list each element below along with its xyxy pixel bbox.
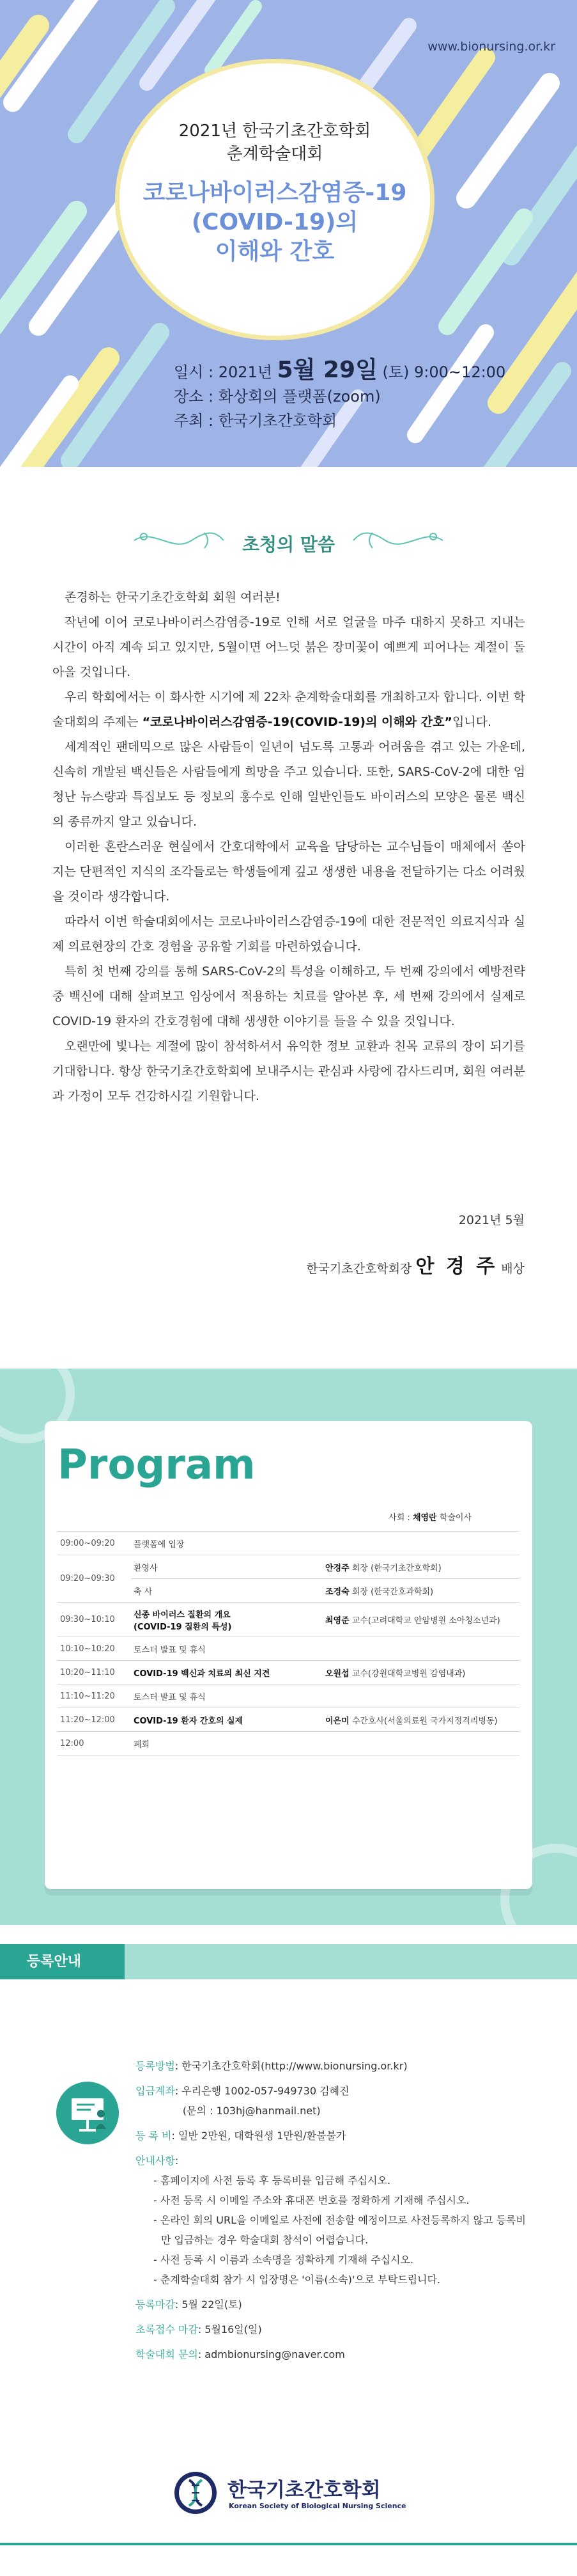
site-url[interactable]: www.bionursing.or.kr (427, 40, 555, 54)
program-section (0, 1369, 577, 1925)
reg-deadline: 등록마감 : 5월 22일(토) (135, 2298, 242, 2311)
reg-method-link[interactable]: : 한국기초간호학회(http://www.bionursing.or.kr) (174, 2060, 408, 2072)
event-title (119, 178, 430, 267)
event-info (174, 358, 505, 433)
table-row: 09:00~09:20 플랫폼에 입장 (58, 1532, 519, 1555)
event-title-line3: 이해와 간호 (215, 239, 335, 265)
list-item: - 홈페이지에 사전 등록 후 등록비를 입금해 주십시오. (153, 2174, 391, 2187)
bottom-divider (0, 2543, 577, 2545)
program-table (58, 1531, 519, 1755)
list-item: - 사전 등록 시 이름과 소속명을 정확하게 기재해 주십시오. (153, 2254, 414, 2266)
registration-bar (0, 1944, 577, 1979)
president-name: 안 경 주 (415, 1255, 498, 1278)
reg-abstract-deadline: 초록접수 마감 : 5월16일(일) (135, 2323, 262, 2336)
list-item: - 온라인 회의 URL을 이메일로 사전에 전송할 예정이므로 사전등록하지 않고 등록비만 입금하는 경우 학술대회 참석이 어렵습니다. (153, 2214, 526, 2246)
greeting-p8: 오랜만에 빛나는 계절에 많이 참석하셔서 유익한 정보 교환과 친목 교류의 장이 되기를 기대합니다. 항상 한국기초간호학회에 보내주시는 관심과 사랑에 감사드리며, 회원 여러분과 가정이 모두 건강하시길 기원합니다. (52, 1039, 525, 1103)
program-title: Program (58, 1441, 256, 1489)
event-venue: 장소 : 화상회의 플랫폼(zoom) (174, 388, 381, 405)
society-logo (173, 2470, 441, 2518)
program-host: 사회 : 채영란 학술이사 (389, 1513, 472, 1523)
table-row: 10:10~10:20 토스터 발표 및 휴식 (58, 1637, 519, 1661)
table-row: 11:20~12:00 COVID-19 환자 간호의 실제 이은미 수간호사(서울의료원 국가지정격리병동) (58, 1708, 519, 1732)
table-row: 축 사 조경숙 회장 (한국간호과학회) (58, 1579, 519, 1603)
table-row: 11:10~11:20 토스터 발표 및 휴식 (58, 1685, 519, 1708)
event-date-big: 5월 29일 (277, 357, 378, 383)
greeting-date: 2021년 5월 (458, 1213, 525, 1227)
table-row: 09:20~09:30 환영사 안경주 회장 (한국기초간호학회) (58, 1555, 519, 1579)
reg-method: 등록방법 : 한국기초간호학회(http://www.bionursing.or.kr) (135, 2056, 532, 2076)
greeting-p6: 따라서 이번 학술대회에서는 코로나바이러스감염증-19에 대한 전문적인 의료지식과 실제 의료현장의 간호 경험을 공유할 기회를 마련하였습니다. (52, 915, 525, 954)
society-emblem-icon (173, 2470, 219, 2516)
table-row: 09:30~10:10 신종 바이러스 질환의 개요 (COVID-19 질환의 특성) 최영준 교수(고려대학교 안암병원 소아청소년과) (58, 1603, 519, 1637)
reg-notes (135, 2171, 532, 2289)
hero-banner (0, 0, 577, 467)
greeting-p2: 작년에 이어 코로나바이러스감염증-19로 인해 서로 얼굴을 마주 대하지 못하고 지내는 시간이 아직 계속 되고 있지만, 5월이면 어느덧 붉은 장미꽃이 예쁘게 피어나는 계절이 돌아올 것입니다. (52, 615, 525, 679)
event-org (119, 120, 430, 166)
reg-contact: 학술대회 문의 : admbionursing@naver.com (135, 2344, 532, 2364)
greeting-body (52, 585, 525, 1109)
greeting-p1: 존경하는 한국기초간호학회 회원 여러분! (65, 590, 281, 604)
table-row: 10:20~11:10 COVID-19 백신과 치료의 최신 지견 오원섭 교수(강원대학교병원 감염내과) (58, 1661, 519, 1685)
registration-label: 등록안내 (0, 1944, 125, 1979)
reg-account: 입금계좌 : 우리은행 1002-057-949730 김혜진 (문의 : 103hj@hanmail.net) (135, 2085, 350, 2117)
event-title-line1: 코로나바이러스감염증-19 (142, 180, 407, 206)
event-org-line2: 춘계학술대회 (226, 145, 323, 164)
program-card (45, 1421, 532, 1889)
event-org-line1: 2021년 한국기초간호학회 (178, 122, 371, 141)
presentation-icon (56, 2082, 119, 2144)
reg-contact-email[interactable]: (문의 : 103hj@hanmail.net) (182, 2105, 321, 2117)
registration-details (135, 2056, 532, 2369)
greeting-signature: 한국기초간호학회장 안 경 주 배상 (306, 1255, 525, 1278)
greeting-theme: “코로나바이러스감염증-19(COVID-19)의 이해와 간호” (142, 715, 452, 729)
list-item: - 사전 등록 시 이메일 주소와 휴대폰 번호를 정확하게 기재해 주십시오. (153, 2194, 470, 2206)
greeting-p7: 특히 첫 번째 강의를 통해 SARS-CoV-2의 특성을 이해하고, 두 번째 강의에서 예방전략 중 백신에 대해 살펴보고 임상에서 적용하는 치료를 알아본 후, 세 번째 강의에서 실제로 COVID-19 환자의 간호경험에 대해 생생한 이야기를 들을 수 있을 것입니다. (52, 964, 525, 1028)
logo-korean: 한국기초간호학회 (227, 2479, 381, 2502)
greeting-p5: 이러한 혼란스러운 현실에서 간호대학에서 교육을 담당하는 교수님들이 매체에서 쏟아지는 단편적인 지식의 조각들로는 학생들에게 깊고 생생한 내용을 전달하기는 다소 어려웠을 것이라 생각합니다. (52, 840, 525, 904)
reg-contact-link[interactable]: : admbionursing@naver.com (197, 2348, 345, 2360)
reg-notice: 안내사항 : (135, 2155, 179, 2167)
reg-fee: 등 록 비 : 일반 2만원, 대학원생 1만원/환불불가 (135, 2130, 346, 2142)
title-circle (115, 59, 435, 340)
event-date: 일시 : 2021년 5월 29일 (토) 9:00~12:00 (174, 357, 506, 383)
greeting-p3: 우리 학회에서는 이 화사한 시기에 제 22차 춘계학술대회를 개최하고자 합니다. 이번 학술대회의 주제는 “코로나바이러스감염증-19(COVID-19)의 이해와 간호”입니다. (52, 690, 525, 729)
greeting-title: 초청의 말씀 (242, 534, 335, 555)
table-row: 12:00 폐회 (58, 1732, 519, 1755)
greeting-p4: 세계적인 팬데믹으로 많은 사람들이 일년이 넘도록 고통과 어려움을 겪고 있는 가운데, 신속히 개발된 백신들은 사람들에게 희망을 주고 있습니다. 또한, SARS-CoV-2에 대한 엄청난 뉴스량과 특집보도 등 정보의 홍수로 인해 일반인들도 바이러스의 모양은 물론 백신의 종류까지 알고 있습니다. (52, 740, 525, 829)
event-host: 주최 : 한국기초간호학회 (174, 412, 337, 430)
event-title-line2: (COVID-19)의 (191, 209, 358, 235)
list-item: - 춘계학술대회 참가 시 입장명은 '이름(소속)'으로 부탁드립니다. (153, 2274, 441, 2286)
logo-english: Korean Society of Biological Nursing Science (229, 2502, 406, 2510)
